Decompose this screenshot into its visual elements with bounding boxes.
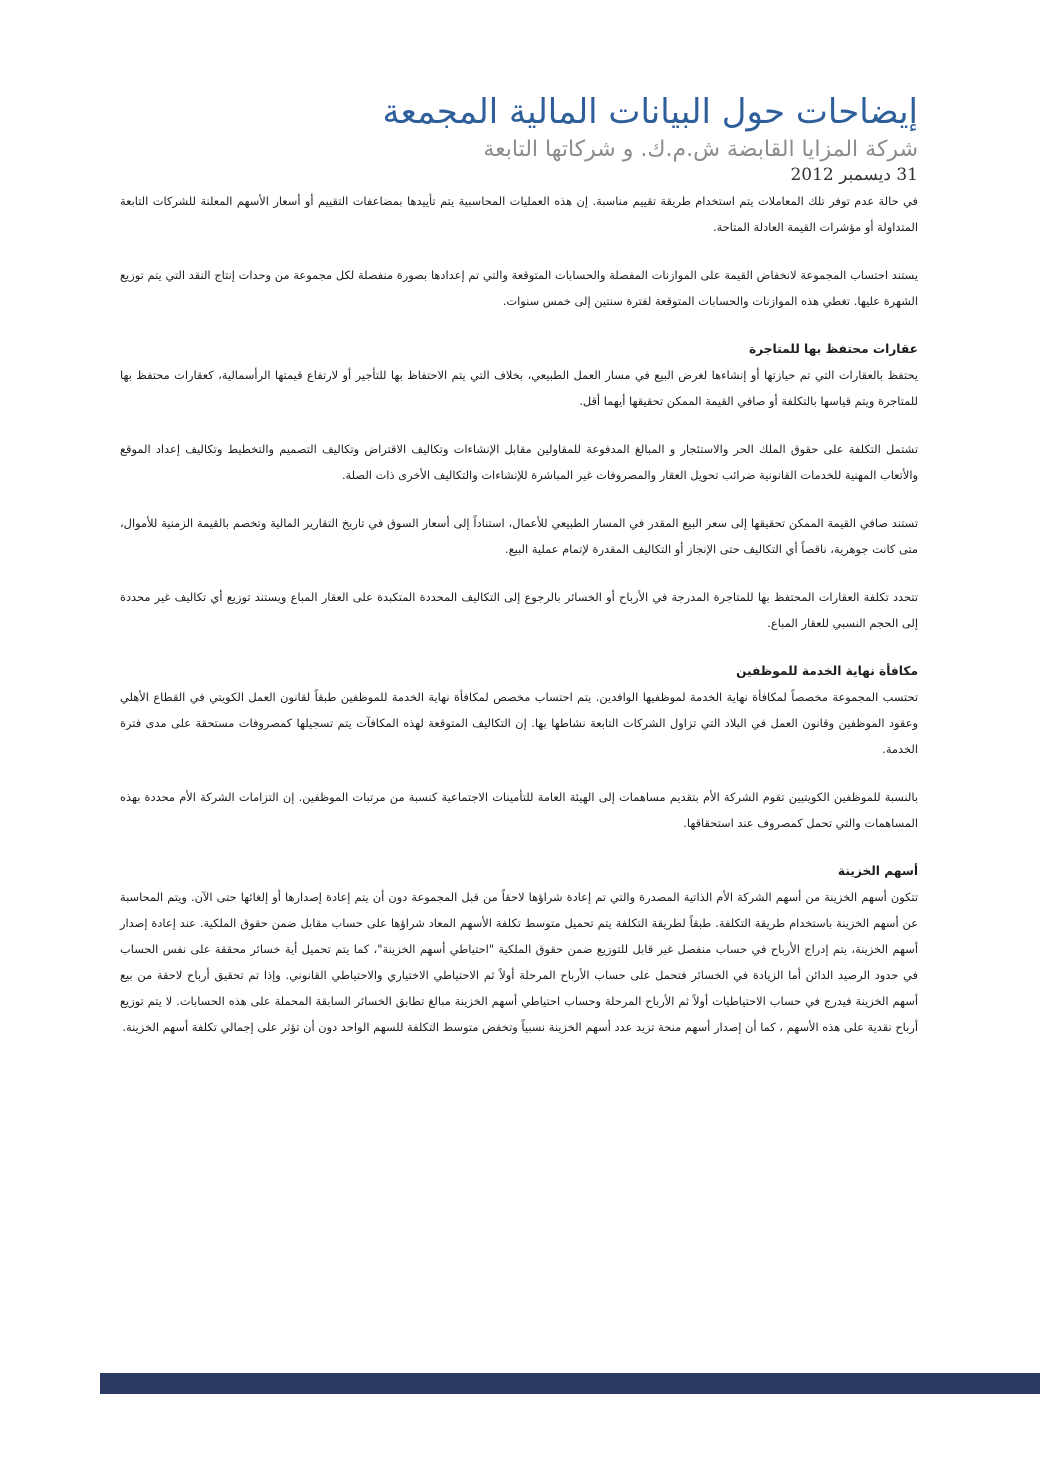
eos-paragraph-1: تحتسب المجموعة مخصصاً لمكافأة نهاية الخدمة لموظفيها الوافدين. يتم احتساب مخصص لمكافأة نهاية الخدمة للموظفين طبقاً لقانون العمل الكويتي في القطاع الأهلي وعقود الموظفين وقانون العمل في البلاد التي تزاول الشركات التابعة نشاطها بها. إن التكاليف المتوقعة لهذه المكافآت يتم تسجيلها كمصروفات مستحقة على مدى فترة الخدمة. <box>120 690 918 756</box>
trading-paragraph-3: تستند صافي القيمة الممكن تحقيقها إلى سعر البيع المقدر في المسار الطبيعي للأعمال، استناداً إلى أسعار السوق في تاريخ التقارير المالية وتخصم بالقيمة الزمنية للأموال، متى كانت جوهرية، ناقصاً أي التكاليف حتى الإنجاز أو التكاليف المقدرة لإتمام عملية البيع. <box>120 516 918 556</box>
section-heading-end-of-service: مكافأة نهاية الخدمة للموظفين <box>736 664 918 678</box>
intro-paragraph-1: في حالة عدم توفر تلك المعاملات يتم استخدام طريقة تقييم مناسبة. إن هذه العمليات المحاسبية يتم تأييدها بمضاعفات التقييم أو أسعار الأسهم المعلنة للشركات التابعة المتداولة أو مؤشرات القيمة العادلة المتاحة. <box>120 194 918 234</box>
treasury-paragraph-1: تتكون أسهم الخزينة من أسهم الشركة الأم الذاتية المصدرة والتي تم إعادة شراؤها لاحقاً من قبل المجموعة دون أن يتم إعادة إصدارها أو إلغائها حتى الآن. ويتم المحاسبة عن أسهم الخزينة باستخدام طريقة التكلفة. طبقاً لطريقة التكلفة يتم تحميل متوسط تكلفة الأسهم المعاد شراؤها على حساب مقابل ضمن حقوق الملكية. عند إعادة إصدار أسهم الخزينة، يتم إدراج الأرباح في حساب منفصل غير قابل للتوزيع ضمن حقوق الملكية "احتياطي أسهم الخزينة"، كما يتم تحميل أية خسائر محققة على نفس الحساب في حدود الرصيد الدائن أما الزيادة في الخسائر فتحمل على حساب الأرباح المرحلة أولاً ثم الاحتياطي الاختياري والاحتياطي القانوني. وإذا تم تحقيق أرباح لاحقة من بيع أسهم الخزينة فيدرج في حساب الاحتياطيات أولاً ثم الأرباح المرحلة وحساب احتياطي أسهم الخزينة مبالغ تطابق الخسائر السابقة المحملة على هذه الحسابات. لا يتم توزيع أرباح نقدية على هذه الأسهم ، كما أن إصدار أسهم منحة تزيد عدد أسهم الخزينة نسبياً وتخفض متوسط التكلفة للسهم الواحد دون أن تؤثر على إجمالي تكلفة أسهم الخزينة. <box>120 890 918 1034</box>
company-name: شركة المزايا القابضة ش.م.ك. و شركاتها التابعة <box>483 137 918 162</box>
section-heading-treasury-shares: أسهم الخزينة <box>837 864 918 878</box>
report-date: 31 ديسمبر 2012 <box>790 165 918 185</box>
page-title: إيضاحات حول البيانات المالية المجمعة <box>382 92 918 132</box>
intro-paragraph-2: يستند احتساب المجموعة لانخفاض القيمة على الموازنات المفصلة والحسابات المتوقعة والتي تم إعدادها بصورة منفصلة لكل مجموعة من وحدات إنتاج النقد التي يتم توزيع الشهرة عليها. تغطي هذه الموازنات والحسابات المتوقعة لفترة سنتين إلى خمس سنوات. <box>120 268 918 308</box>
trading-paragraph-4: تتحدد تكلفة العقارات المحتفظ بها للمتاجرة المدرجة في الأرباح أو الخسائر بالرجوع إلى التكاليف المحددة المتكبدة على العقار المباع ويستند توزيع أي تكاليف غير محددة إلى الحجم النسبي للعقار المباع. <box>120 590 918 630</box>
page-header <box>118 90 918 186</box>
eos-paragraph-2: بالنسبة للموظفين الكويتيين تقوم الشركة الأم بتقديم مساهمات إلى الهيئة العامة للتأمينات الاجتماعية كنسبة من مرتبات الموظفين. إن التزامات الشركة الأم محددة بهذه المساهمات والتي تحمل كمصروف عند استحقاقها. <box>120 790 918 830</box>
document-body <box>120 188 918 1062</box>
trading-paragraph-1: يحتفظ بالعقارات التي تم حيازتها أو إنشاءها لغرض البيع في مسار العمل الطبيعي، بخلاف التي يتم الاحتفاظ بها للتأجير أو لارتفاع قيمتها الرأسمالية، كعقارات محتفظ بها للمتاجرة ويتم قياسها بالتكلفة أو صافي القيمة الممكن تحقيقها أيهما أقل. <box>120 368 918 408</box>
section-heading-trading-properties: عقارات محتفظ بها للمتاجرة <box>748 342 918 356</box>
footer-bar <box>100 1373 1040 1394</box>
trading-paragraph-2: تشتمل التكلفة على حقوق الملك الحر والاستئجار و المبالغ المدفوعة للمقاولين مقابل الإنشاءات وتكاليف الاقتراض وتكاليف التصميم والتخطيط وتكاليف إعداد الموقع والأتعاب المهنية للخدمات القانونية ضرائب تحويل العقار والمصروفات غير المباشرة للإنشاءات والتكاليف الأخرى ذات الصلة. <box>120 442 918 482</box>
